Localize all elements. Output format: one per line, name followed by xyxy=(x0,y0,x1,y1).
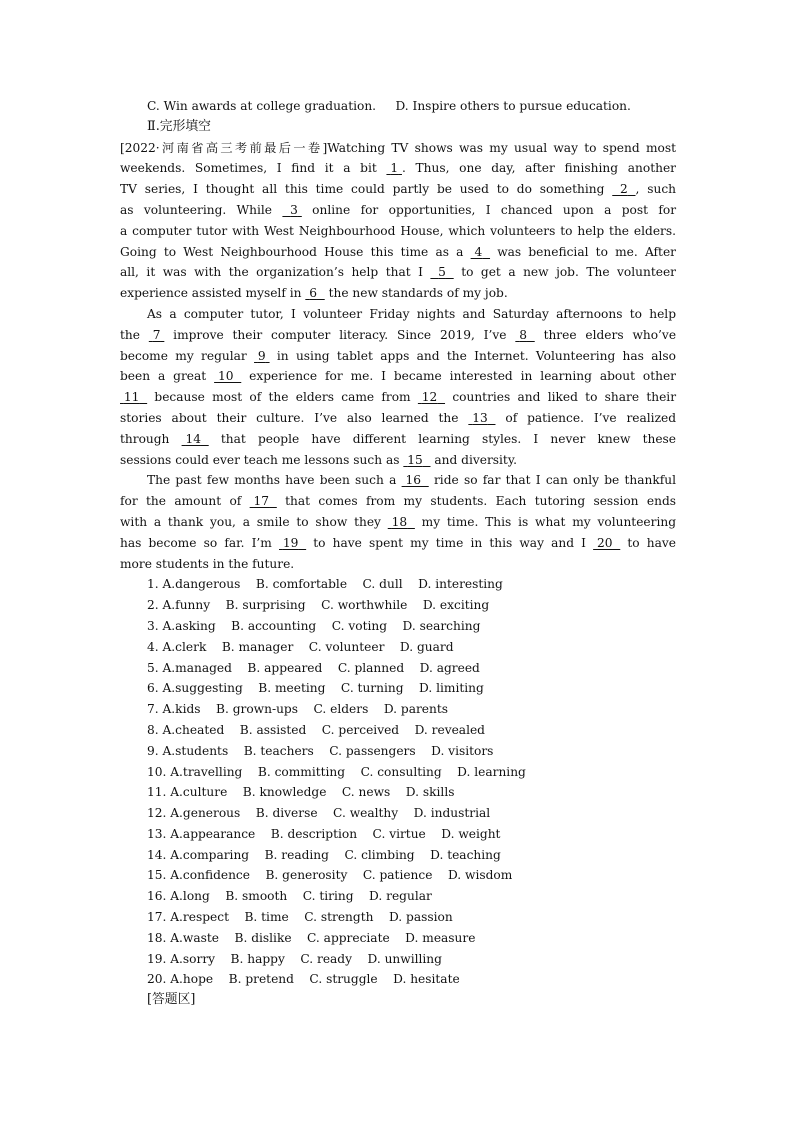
blank-16: 16 xyxy=(405,473,421,488)
passage-line: more students in the future. xyxy=(120,556,295,571)
blank-18: 18 xyxy=(391,514,408,529)
previous-options-row xyxy=(120,96,676,117)
passage-line: sessions could ever teach me lessons such as 15 and diversity. xyxy=(120,450,676,471)
option-row-10: 10. A.travelling B. committing C. consulting D. learning xyxy=(147,764,526,779)
blank-8: 8 xyxy=(519,327,527,342)
option-row-3: 3. A.asking B. accounting C. voting D. searching xyxy=(147,618,481,633)
option-row-15: 15. A.confidence B. generosity C. patience D. wisdom xyxy=(147,868,513,883)
option-row-1: 1. A.dangerous B. comfortable C. dull D. interesting xyxy=(147,577,503,592)
passage-line: the 7 improve their computer literacy. Since 2019, I’ve 8 three elders who’ve xyxy=(120,325,676,346)
blank-19: 19 xyxy=(282,535,299,550)
passage-line: has become so far. I’m 19 to have spent my time in this way and I 20 to have xyxy=(120,533,676,554)
option-row-12: 12. A.generous B. diverse C. wealthy D. industrial xyxy=(147,806,491,821)
passage-line: experience assisted myself in 6 the new standards of my job. xyxy=(120,283,676,304)
passage-line: stories about their culture. I’ve also learned the 13 of patience. I’ve realized xyxy=(120,408,676,429)
blank-5: 5 xyxy=(438,265,446,280)
option-row-6: 6. A.suggesting B. meeting C. turning D. limiting xyxy=(147,681,484,696)
blank-14: 14 xyxy=(185,431,201,446)
passage-line: all, it was with the organization’s help that I 5 to get a new job. The volunteer xyxy=(120,262,676,283)
blank-11: 11 xyxy=(123,390,140,405)
passage-line: as volunteering. While 3 online for opportunities, I chanced upon a post for xyxy=(120,200,676,221)
option-row-9: 9. A.students B. teachers C. passengers D. visitors xyxy=(147,743,494,758)
option-row-16: 16. A.long B. smooth C. tiring D. regular xyxy=(147,889,432,904)
passage-line: a computer tutor with West Neighbourhood House, which volunteers to help the elders. xyxy=(120,223,676,238)
option-row-4: 4. A.clerk B. manager C. volunteer D. guard xyxy=(147,639,454,654)
passage-line: 11 because most of the elders came from 12 countries and liked to share their xyxy=(120,387,676,408)
option-row-7: 7. A.kids B. grown-ups C. elders D. parents xyxy=(147,702,449,717)
passage-line: for the amount of 17 that comes from my students. Each tutoring session ends xyxy=(120,491,676,512)
passage-line: TV series, I thought all this time could partly be used to do something 2 , such xyxy=(120,179,676,200)
answer-area-label: [答题区] xyxy=(147,992,196,1008)
passage xyxy=(120,138,676,575)
blank-12: 12 xyxy=(421,390,438,405)
option-row-5: 5. A.managed B. appeared C. planned D. agreed xyxy=(147,660,480,675)
option-row-8: 8. A.cheated B. assisted C. perceived D. revealed xyxy=(147,722,485,737)
passage-line: weekends. Sometimes, I find it a bit 1 . Thus, one day, after finishing another xyxy=(120,158,676,179)
blank-4: 4 xyxy=(474,244,483,259)
option-c-text: C. Win awards at college graduation. xyxy=(147,99,377,113)
blank-9: 9 xyxy=(257,348,266,363)
passage-line: become my regular 9 in using tablet apps and the Internet. Volunteering has also xyxy=(120,346,676,367)
blank-3: 3 xyxy=(290,202,298,217)
option-row-11: 11. A.culture B. knowledge C. news D. skills xyxy=(147,785,455,800)
passage-line: The past few months have been such a 16 ride so far that I can only be thankful xyxy=(120,470,676,491)
options-list xyxy=(120,574,676,990)
blank-1: 1 xyxy=(390,161,399,176)
blank-13: 13 xyxy=(472,410,488,425)
passage-line: through 14 that people have different learning styles. I never knew these xyxy=(120,429,676,450)
passage-line: Going to West Neighbourhood House this time as a 4 was beneficial to me. After xyxy=(120,242,676,263)
passage-line: [2022·河南省高三考前最后一卷]Watching TV shows was my usual way to spend most xyxy=(120,140,676,155)
blank-20: 20 xyxy=(597,535,613,550)
section-heading: Ⅱ.完形填空 xyxy=(147,118,211,134)
blank-6: 6 xyxy=(309,286,317,301)
blank-15: 15 xyxy=(407,452,423,467)
blank-10: 10 xyxy=(217,369,234,384)
option-row-14: 14. A.comparing B. reading C. climbing D. teaching xyxy=(147,847,501,862)
worksheet-page xyxy=(120,96,676,1011)
source-tag: [2022·河南省高三考前最后一卷] xyxy=(120,140,328,155)
option-row-20: 20. A.hope B. pretend C. struggle D. hesitate xyxy=(147,972,460,987)
option-row-19: 19. A.sorry B. happy C. ready D. unwilling xyxy=(147,951,442,966)
option-row-13: 13. A.appearance B. description C. virtue D. weight xyxy=(147,826,501,841)
passage-line: with a thank you, a smile to show they 18 my time. This is what my volunteering xyxy=(120,512,676,533)
blank-17: 17 xyxy=(253,494,270,509)
passage-line: been a great 10 experience for me. I became interested in learning about other xyxy=(120,366,676,387)
option-d-text: D. Inspire others to pursue education. xyxy=(395,99,631,113)
option-row-17: 17. A.respect B. time C. strength D. passion xyxy=(147,910,453,925)
blank-2: 2 xyxy=(620,182,628,197)
option-row-18: 18. A.waste B. dislike C. appreciate D. measure xyxy=(147,930,476,945)
blank-7: 7 xyxy=(152,327,161,342)
passage-line: As a computer tutor, I volunteer Friday nights and Saturday afternoons to help xyxy=(147,306,676,321)
option-row-2: 2. A.funny B. surprising C. worthwhile D. exciting xyxy=(147,598,490,613)
